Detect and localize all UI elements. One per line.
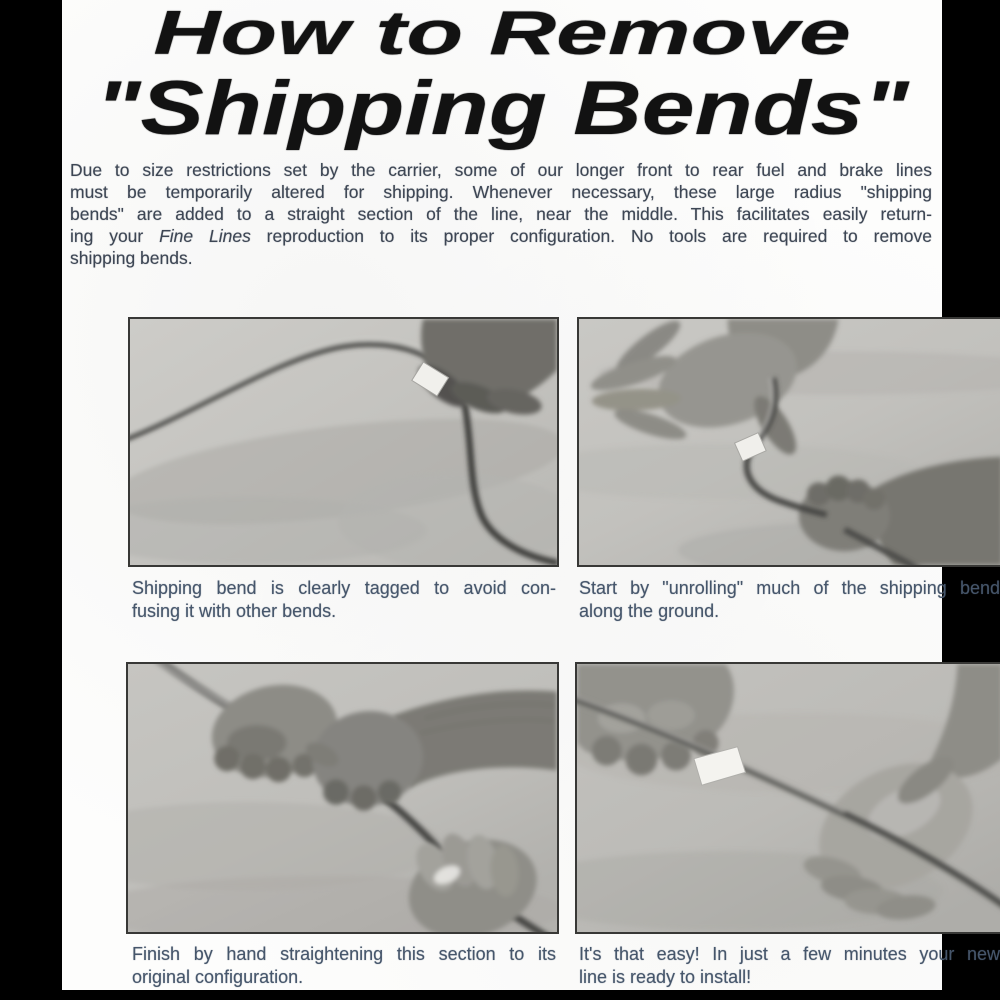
photo-step-2	[577, 317, 1000, 567]
caption-3-line-2: original configuration.	[132, 967, 304, 987]
intro-paragraph	[70, 159, 932, 269]
caption-4-line-2: line is ready to install!	[579, 967, 752, 987]
intro-line-1: Due to size restrictions set by the carrier, some of our longer front to rear fuel and brake lines	[70, 160, 932, 180]
intro-line-5: shipping bends.	[70, 248, 193, 268]
caption-step-2	[579, 577, 1000, 623]
caption-1-line-2: fusing it with other bends.	[132, 601, 337, 621]
caption-step-1	[132, 577, 556, 623]
caption-step-4	[579, 943, 1000, 989]
photo-3-image	[128, 664, 557, 932]
photo-step-4	[575, 662, 1000, 934]
photo-4-image	[577, 664, 1000, 932]
caption-2-line-1: Start by "unrolling" much of the shipping bend	[579, 578, 1000, 598]
caption-1-line-1: Shipping bend is clearly tagged to avoid con-	[132, 578, 556, 598]
caption-step-3	[132, 943, 556, 989]
intro-line-4-pre: ing your	[70, 226, 160, 246]
photo-step-3	[126, 662, 559, 934]
caption-3-line-1: Finish by hand straightening this section to its	[132, 944, 556, 964]
photo-2-image	[579, 319, 1000, 565]
intro-line-4	[70, 225, 932, 247]
page-title-line-2: "Shipping Bends"	[95, 66, 909, 151]
photo-1-image	[130, 319, 557, 565]
page-title-line-1: How to Remove	[153, 0, 851, 68]
caption-4-line-1: It's that easy! In just a few minutes your new	[579, 944, 1000, 964]
intro-line-4-post: reproduction to its proper configuration. No tools are required to remove	[250, 226, 932, 246]
intro-line-3: bends" are added to a straight section of the line, near the middle. This facilitates easily return-	[70, 204, 932, 224]
photo-step-1	[128, 317, 559, 567]
intro-line-2: must be temporarily altered for shipping. Whenever necessary, these large radius "shipping	[70, 182, 932, 202]
caption-2-line-2: along the ground.	[579, 601, 720, 621]
paper	[62, 0, 1000, 990]
brand-name-fine-lines: Fine Lines	[159, 226, 251, 246]
